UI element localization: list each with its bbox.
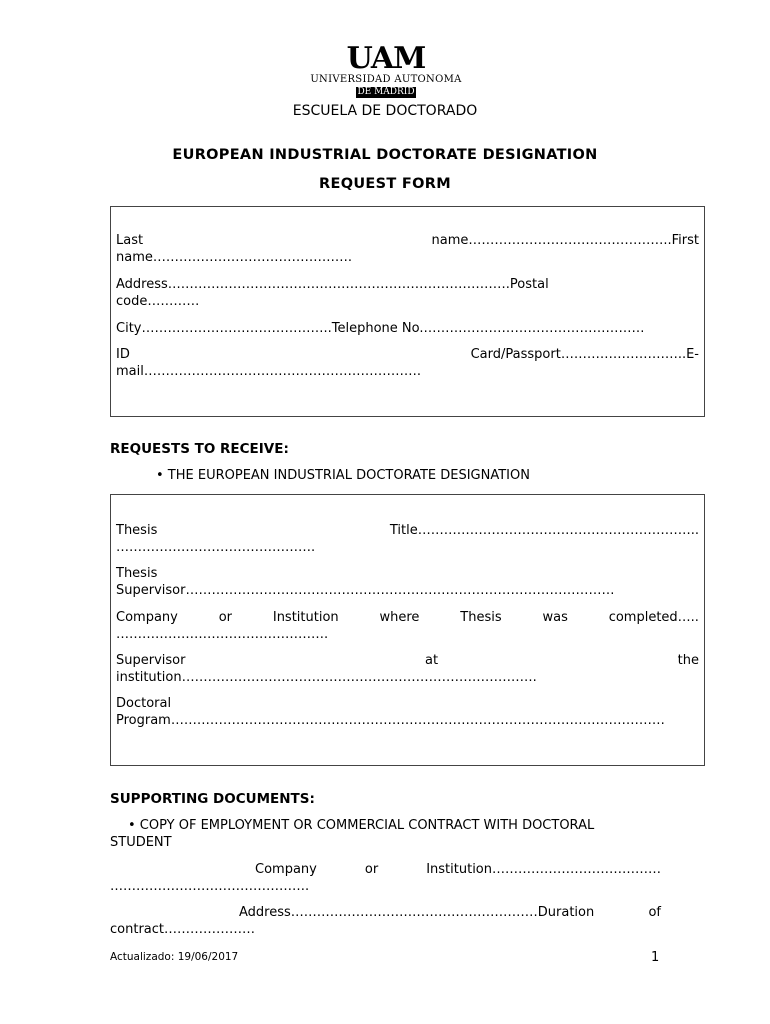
company-word: or (218, 610, 233, 625)
address-field[interactable] (116, 276, 699, 310)
thesis-label: Thesis (116, 523, 158, 538)
company-word: where (379, 610, 420, 625)
supporting-bullet-line1: • COPY OF EMPLOYMENT OR COMMERCIAL CONTRACT WITH DOCTORAL (128, 818, 595, 833)
id-label: ID (116, 347, 130, 362)
supporting-address-field[interactable] (239, 904, 661, 921)
company-label-row (116, 609, 699, 626)
company-word: Thesis (460, 610, 502, 625)
supporting-company-continuation: ………………………………………. (110, 879, 310, 894)
thesis-supervisor-field[interactable] (116, 565, 699, 599)
supervisor-word: at (425, 653, 439, 668)
supervisor-label-line1: Thesis (116, 566, 158, 581)
company-word: completed….. (608, 610, 699, 625)
doctoral-program-field[interactable] (116, 695, 699, 729)
company-continuation: …………………………………………. (116, 627, 329, 642)
contract-duration-continuation: contract………………… (110, 922, 255, 937)
supervisor-label-line2: Supervisor……………………………………………………………………………………… (116, 583, 615, 598)
program-label-line1: Doctoral (116, 696, 172, 711)
company-word: Institution (272, 610, 339, 625)
supporting-company-word: or (364, 862, 379, 877)
logo-city: DE MADRID (357, 87, 415, 97)
supporting-address-word: Address…………………………………………………Duration (239, 905, 595, 920)
thesis-title-field[interactable] (116, 522, 699, 556)
id-email-field[interactable] (116, 346, 699, 380)
company-word: was (542, 610, 568, 625)
program-label-line2: Program…………………………………………………………………………………………………… (116, 713, 665, 728)
form-subtitle: REQUEST FORM (319, 176, 451, 192)
supervisor-institution-field[interactable] (116, 652, 699, 686)
address-label: Address…………………………………………………………………….Postal (116, 277, 549, 292)
supervisor-institution-row (116, 652, 699, 669)
company-institution-field[interactable] (116, 609, 699, 643)
supporting-heading: SUPPORTING DOCUMENTS: (110, 791, 315, 807)
logo-letters: UAM (346, 41, 426, 76)
supervisor-word: Supervisor (116, 653, 186, 668)
city-phone-field[interactable] (116, 320, 699, 337)
supporting-address-word: of (648, 905, 661, 920)
supervisor-word: the (677, 653, 699, 668)
supporting-company-word: Institution………………………………… (426, 862, 661, 877)
school-name: ESCUELA DE DOCTORADO (292, 103, 478, 119)
id-card-label: Card/Passport………………………..E- (470, 347, 699, 362)
university-logo (310, 41, 462, 102)
logo-university-name: UNIVERSIDAD AUTONOMA (310, 74, 462, 85)
first-name-label: name………………………………………..First (431, 233, 699, 248)
thesis-title-continuation: ………………………………………. (116, 540, 316, 555)
supporting-company-field[interactable] (255, 861, 661, 878)
updated-date: Actualizado: 19/06/2017 (110, 951, 239, 963)
name-continuation: name………………………………………. (116, 250, 352, 265)
company-word: Company (116, 610, 178, 625)
supervisor-institution-continuation: institution………………………………………………………………………. (116, 670, 537, 685)
email-label: mail………………………………………………………. (116, 364, 421, 379)
requests-bullet: • THE EUROPEAN INDUSTRIAL DOCTORATE DESIGNATION (156, 468, 530, 483)
thesis-title-label: Title……………………………………………………….. (389, 523, 699, 538)
form-title: EUROPEAN INDUSTRIAL DOCTORATE DESIGNATION (172, 147, 598, 163)
city-phone-label: City……………………………………..Telephone No.…………………………………………… (116, 321, 645, 336)
requests-heading: REQUESTS TO RECEIVE: (110, 441, 289, 457)
supporting-company-word: Company (255, 862, 317, 877)
page-number: 1 (651, 950, 660, 965)
supporting-bullet-line2: STUDENT (110, 835, 172, 850)
postal-code-label: code………… (116, 294, 200, 309)
last-name-label: Last (116, 233, 144, 248)
last-first-name-field[interactable] (116, 232, 699, 266)
